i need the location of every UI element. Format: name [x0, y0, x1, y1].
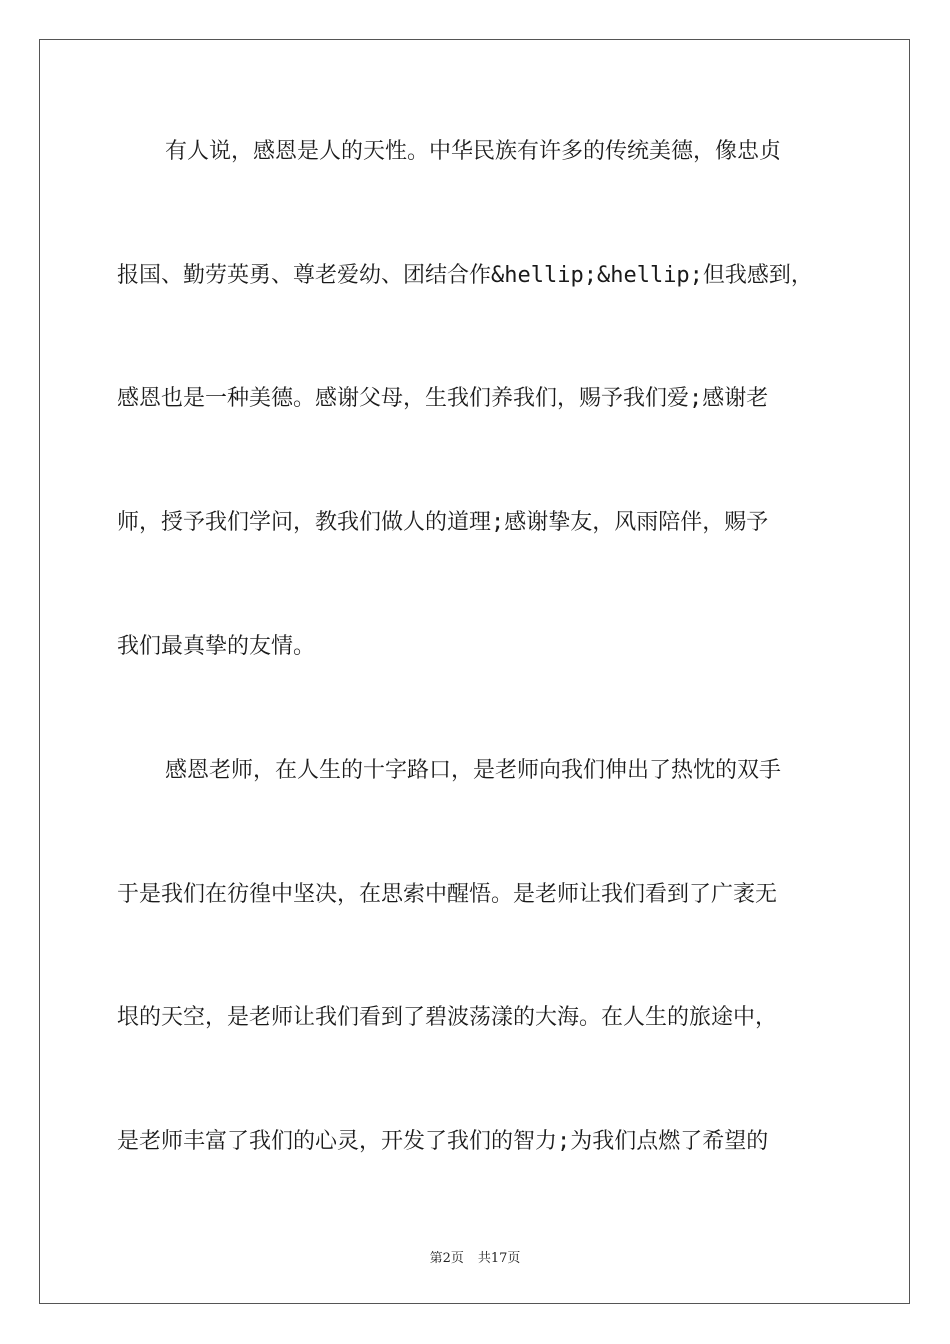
paragraph-line: 师，授予我们学问，教我们做人的道理;感谢挚友，风雨陪伴，赐予 [117, 510, 769, 535]
page-frame [39, 39, 910, 1304]
paragraph-line: 于是我们在彷徨中坚决，在思索中醒悟。是老师让我们看到了广袤无 [117, 882, 778, 907]
paragraph-line: 垠的天空，是老师让我们看到了碧波荡漾的大海。在人生的旅途中， [117, 1005, 778, 1030]
page-number: 第2页 [429, 1251, 464, 1266]
paragraph-line: 是老师丰富了我们的心灵，开发了我们的智力;为我们点燃了希望的 [117, 1129, 769, 1154]
paragraph-line: 有人说，感恩是人的天性。中华民族有许多的传统美德，像忠贞 [165, 139, 782, 164]
page-footer [0, 1247, 950, 1266]
paragraph-line: 报国、勤劳英勇、尊老爱幼、团结合作&hellip;&hellip;但我感到， [117, 263, 813, 288]
page-total: 共17页 [477, 1251, 521, 1266]
paragraph-line: 感恩也是一种美德。感谢父母，生我们养我们，赐予我们爱;感谢老 [117, 386, 769, 411]
paragraph-line: 感恩老师，在人生的十字路口，是老师向我们伸出了热忱的双手 [165, 758, 782, 783]
paragraph-line: 我们最真挚的友情。 [117, 634, 316, 659]
